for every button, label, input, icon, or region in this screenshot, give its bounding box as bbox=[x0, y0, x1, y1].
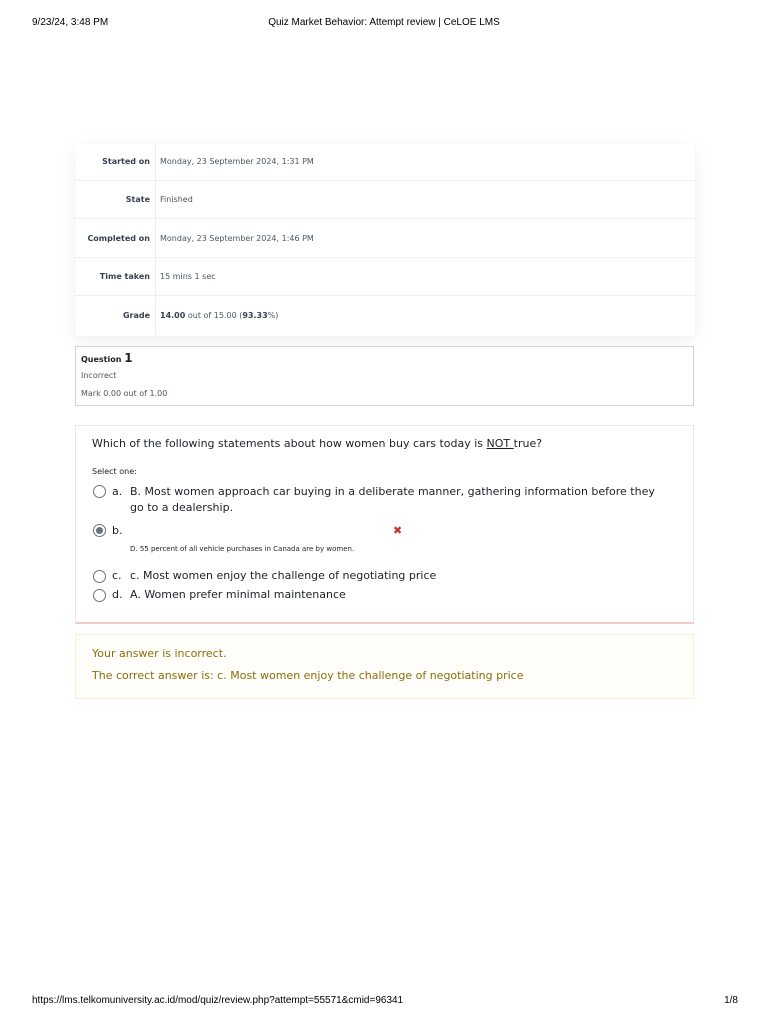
summary-label: Grade bbox=[75, 297, 156, 335]
attempt-summary-table bbox=[75, 143, 695, 336]
question-content bbox=[75, 425, 694, 624]
question-text-before: Which of the following statements about how women buy cars today is bbox=[92, 437, 487, 450]
option-b-letter: b. bbox=[112, 524, 123, 537]
feedback-incorrect: Your answer is incorrect. bbox=[92, 647, 227, 660]
print-header bbox=[0, 17, 768, 31]
question-state: Incorrect bbox=[81, 371, 117, 380]
option-b-feedback: D. 55 percent of all vehicle purchases in Canada are by women. bbox=[130, 545, 355, 553]
summary-label: Time taken bbox=[75, 258, 156, 296]
question-label: Question bbox=[81, 355, 122, 364]
grade-score: 14.00 bbox=[160, 311, 186, 320]
radio-unchecked-icon[interactable] bbox=[93, 570, 106, 583]
print-url: https://lms.telkomuniversity.ac.id/mod/quiz/review.php?attempt=55571&cmid=96341 bbox=[32, 995, 404, 1006]
answer-prompt: Select one: bbox=[92, 467, 137, 476]
radio-unchecked-icon[interactable] bbox=[93, 485, 106, 498]
summary-value: Finished bbox=[160, 195, 193, 204]
option-d-text[interactable]: A. Women prefer minimal maintenance bbox=[130, 588, 346, 601]
question-text-after: true? bbox=[513, 437, 543, 450]
print-footer bbox=[0, 995, 768, 1009]
summary-label: State bbox=[75, 181, 156, 219]
print-page-title: Quiz Market Behavior: Attempt review | CeLOE LMS bbox=[268, 17, 500, 28]
print-datetime: 9/23/24, 3:48 PM bbox=[32, 17, 109, 28]
summary-value: Monday, 23 September 2024, 1:46 PM bbox=[160, 234, 314, 243]
summary-label: Completed on bbox=[75, 220, 156, 258]
option-c-letter: c. bbox=[112, 569, 122, 582]
grade-suffix: %) bbox=[267, 311, 279, 320]
question-feedback bbox=[75, 634, 694, 699]
radio-checked-icon[interactable] bbox=[93, 524, 106, 537]
x-mark-icon: ✖ bbox=[393, 524, 403, 537]
summary-row-started-on bbox=[75, 143, 695, 181]
summary-label: Started on bbox=[75, 143, 156, 181]
grade-out-of: out of 15.00 ( bbox=[185, 311, 243, 320]
question-number bbox=[81, 351, 133, 365]
radio-unchecked-icon[interactable] bbox=[93, 589, 106, 602]
grade-percent: 93.33 bbox=[242, 311, 268, 320]
question-number-value: 1 bbox=[124, 351, 133, 365]
option-c-text[interactable]: c. Most women enjoy the challenge of negotiating price bbox=[130, 569, 437, 582]
question-text-emphasis: NOT bbox=[486, 437, 514, 450]
summary-row-grade bbox=[75, 297, 695, 335]
print-page-number: 1/8 bbox=[724, 995, 738, 1006]
question-info bbox=[75, 346, 694, 406]
question-text bbox=[92, 437, 542, 450]
option-a-text[interactable]: B. Most women approach car buying in a deliberate manner, gathering information before they go to a dealership. bbox=[130, 485, 655, 514]
option-a-letter: a. bbox=[112, 485, 123, 498]
summary-row-completed-on bbox=[75, 220, 695, 258]
feedback-correct-answer: The correct answer is: c. Most women enjoy the challenge of negotiating price bbox=[92, 669, 524, 682]
question-mark: Mark 0.00 out of 1.00 bbox=[81, 389, 168, 398]
option-d-letter: d. bbox=[112, 588, 123, 601]
summary-row-time-taken bbox=[75, 258, 695, 296]
summary-value: Monday, 23 September 2024, 1:31 PM bbox=[160, 157, 314, 166]
summary-row-state bbox=[75, 181, 695, 219]
summary-value: 15 mins 1 sec bbox=[160, 272, 216, 281]
grade-value bbox=[160, 297, 278, 335]
